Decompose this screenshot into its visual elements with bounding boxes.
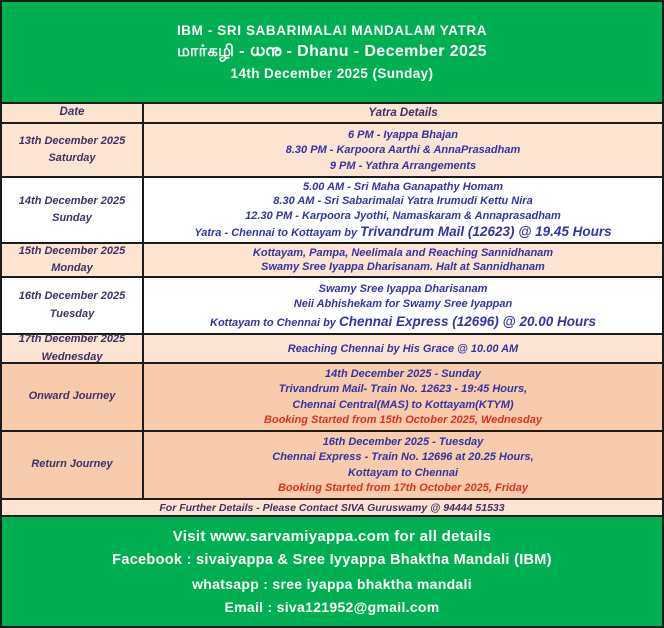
detail-line: Trivandrum Mail- Train No. 12623 - 19:45 Hours, [278, 383, 528, 396]
train-detail-line [194, 224, 611, 239]
detail-line: 14th December 2025 - Sunday [325, 368, 481, 381]
day-line: Tuesday [49, 307, 95, 320]
email-line: Email : siva121952@gmail.com [224, 598, 440, 615]
detail-line: Chennai Express - Train No. 12696 at 20.25 Hours, [272, 451, 534, 464]
detail-line: 5.00 AM - Sri Maha Ganapathy Homam [302, 181, 504, 194]
booking-status-line: Booking Started from 17th October 2025, Friday [277, 481, 528, 494]
table-row-return-journey [2, 432, 662, 500]
footer [2, 517, 662, 626]
day-line: Monday [51, 262, 93, 274]
date-line: 14th December 2025 [18, 194, 126, 207]
details-cell [144, 178, 662, 242]
date-line: 15th December 2025 [18, 244, 126, 257]
column-header-date: Date [2, 104, 144, 122]
website-line: Visit www.sarvamiyappa.com for all details [172, 528, 492, 546]
detail-line: 16th December 2025 - Tuesday [322, 436, 484, 449]
column-header-yatra-details: Yatra Details [368, 107, 438, 119]
train-line-emphasis: Trivandrum Mail (12623) @ 19.45 Hours [360, 223, 612, 239]
train-line-emphasis: Chennai Express (12696) @ 20.00 Hours [338, 313, 596, 329]
contact-line: For Further Details - Please Contact SIVA Guruswamy @ 94444 51533 [159, 501, 505, 514]
detail-line: Reaching Chennai by His Grace @ 10.00 AM [287, 342, 519, 355]
train-detail-line [210, 314, 596, 329]
table-row-13th-december [2, 124, 662, 178]
date-cell [2, 124, 144, 176]
details-cell [144, 364, 662, 430]
day-line: Sunday [52, 212, 92, 224]
detail-line: 8.30 PM - Karpoora Aarthi & AnnaPrasadham [285, 144, 521, 156]
detail-line: Chennai Central(MAS) to Kottayam(KTYM) [292, 398, 514, 411]
journey-label: Return Journey [31, 458, 113, 471]
table-row-onward-journey [2, 364, 662, 432]
date-cell [2, 244, 144, 276]
detail-line: Swamy Sree Iyappa Dharisanam [318, 282, 488, 295]
detail-line: 8.30 AM - Sri Sabarimalai Yatra Irumudi Kettu Nira [273, 195, 533, 208]
table-header-row [2, 104, 662, 124]
masthead [2, 2, 662, 104]
journey-label-cell [2, 432, 144, 498]
detail-line: 12.30 PM - Karpoora Jyothi, Namaskaram & Annaprasadham [245, 209, 561, 222]
train-line-prefix: Kottayam to Chennai by [210, 316, 339, 329]
detail-line: Swamy Sree Iyappa Dharisanam. Halt at Sannidhanam [261, 261, 545, 273]
details-cell [144, 278, 662, 333]
details-cell [144, 335, 662, 362]
date-cell [2, 278, 144, 333]
table-row-15th-december [2, 244, 662, 278]
details-cell [144, 432, 662, 498]
date-cell [2, 335, 144, 362]
date-line: 13th December 2025 [18, 134, 126, 147]
detail-line: Kottayam to Chennai [347, 466, 458, 479]
detail-line: Kottayam, Pampa, Neelimala and Reaching Sannidhanam [252, 247, 554, 259]
detail-line: 9 PM - Yathra Arrangements [329, 159, 477, 172]
contact-strip [2, 500, 662, 517]
table-row-17th-december [2, 335, 662, 364]
details-cell [144, 244, 662, 276]
detail-line: 6 PM - Iyappa Bhajan [347, 128, 459, 141]
journey-label-cell [2, 364, 144, 430]
title-line-1: IBM - SRI SABARIMALAI MANDALAM YATRA [176, 23, 488, 38]
train-line-prefix: Yatra - Chennai to Kottayam by [194, 226, 361, 239]
journey-label: Onward Journey [28, 390, 116, 403]
facebook-line: Facebook : sivaiyappa & Sree Iyyappa Bhaktha Mandali (IBM) [112, 552, 552, 569]
date-cell [2, 178, 144, 242]
title-line-3-date: 14th December 2025 (Sunday) [230, 66, 434, 81]
table-row-16th-december [2, 278, 662, 335]
day-line: Saturday [48, 152, 96, 164]
whatsapp-line: whatsapp : sree iyappa bhaktha mandali [192, 575, 472, 592]
day-line: Wednesday [41, 350, 103, 363]
details-cell [144, 124, 662, 176]
detail-line: Neii Abhishekam for Swamy Sree Iyappan [293, 298, 513, 310]
booking-status-line: Booking Started from 15th October 2025, Wednesday [264, 413, 542, 426]
title-line-2-tamil-malayalam: மார்கழி - ധനു - Dhanu - December 2025 [177, 43, 487, 60]
date-line: 17th December 2025 [18, 333, 126, 346]
date-line: 16th December 2025 [18, 290, 126, 303]
table-row-14th-december [2, 178, 662, 244]
